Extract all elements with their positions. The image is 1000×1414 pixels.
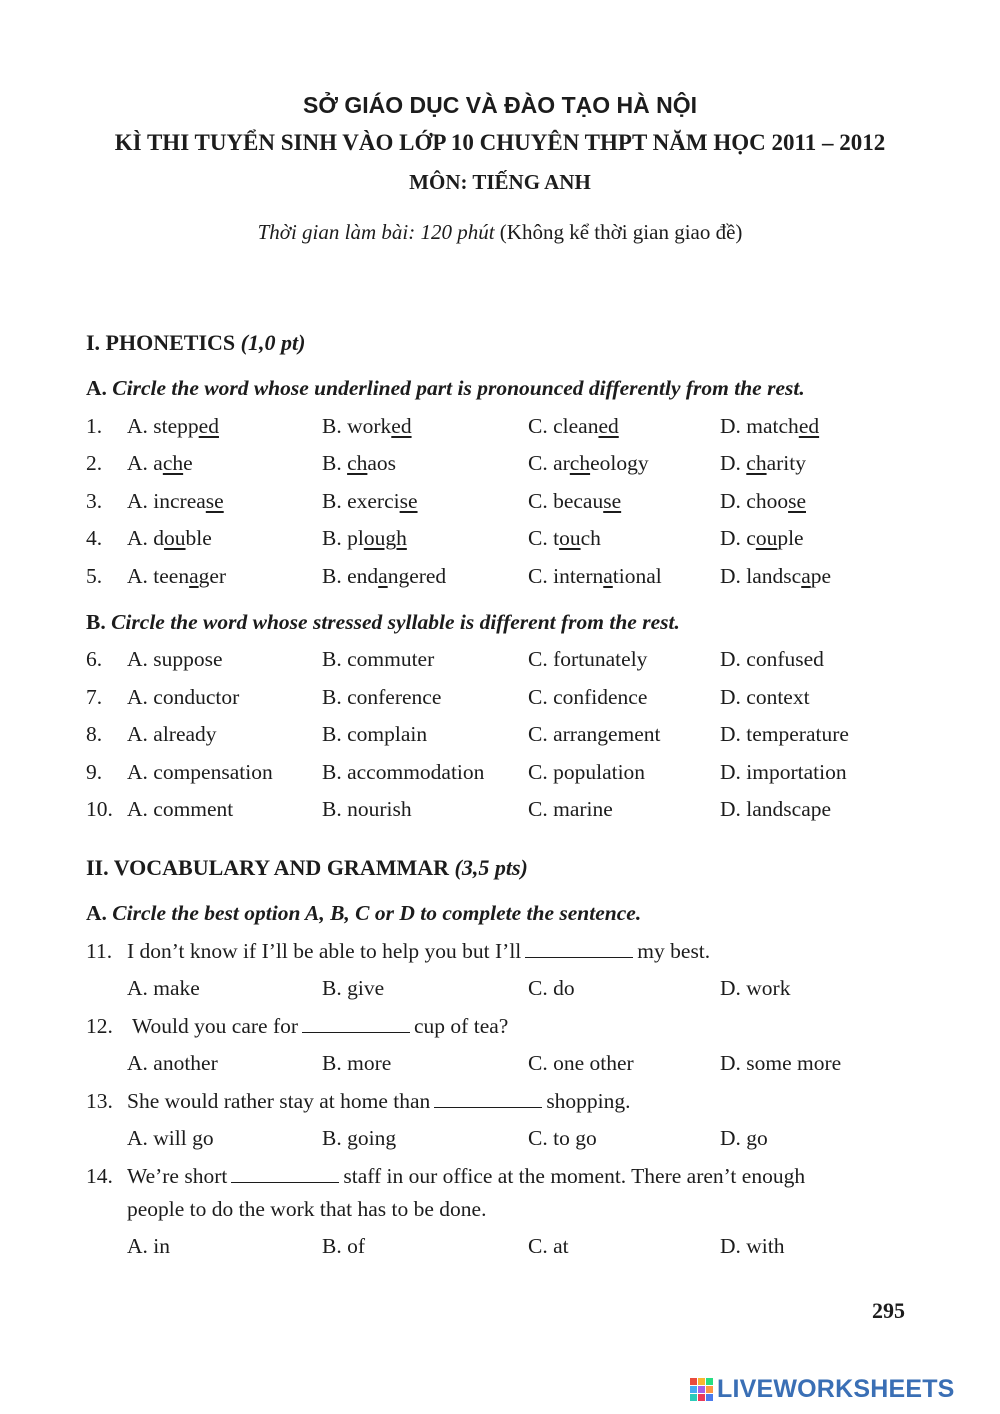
underlined-part: ou [755,526,778,550]
option-a[interactable] [127,564,226,589]
section-2-part-a-instruction [86,901,641,926]
option-b[interactable] [322,564,446,589]
option-d[interactable] [720,451,806,476]
option-c[interactable]: C. do [528,976,575,1000]
option-a[interactable]: A. conductor [127,685,240,709]
question-text: We’re short [127,1164,228,1188]
option-text: A. teen [127,564,190,588]
option-c[interactable] [528,414,619,439]
option-text: A. increa [127,489,206,513]
option-text: ger [198,564,227,588]
option-b[interactable]: B. accommodation [322,760,485,784]
option-c[interactable] [528,526,601,551]
question-text: Would you care for [127,1014,299,1038]
option-b[interactable] [322,489,418,514]
option-a[interactable]: A. comment [127,797,234,821]
option-text: D. [720,451,747,475]
option-text: B. pl [322,526,364,550]
option-a[interactable] [127,489,224,514]
underlined-part: se [399,489,418,513]
option-text: ble [185,526,212,550]
option-b[interactable]: B. give [322,976,385,1000]
underlined-part: ou [164,526,186,550]
option-c[interactable] [528,564,662,589]
underlined-part: ch [569,451,591,475]
underlined-part: ch [746,451,767,475]
option-text: ngered [387,564,447,588]
option-a[interactable]: A. in [127,1234,170,1258]
section-1-part-b-instruction [86,610,680,635]
question-number: 12. [86,1014,113,1038]
subject-title: MÔN: TIẾNG ANH [409,170,591,194]
underlined-part: ed [798,414,820,438]
underlined-part: a [801,564,811,588]
option-d[interactable]: D. some more [720,1051,842,1075]
underlined-part: ough [363,526,407,550]
option-b[interactable]: B. of [322,1234,365,1258]
option-a[interactable]: A. will go [127,1126,214,1150]
time-allowed [0,220,1000,245]
underlined-part: ed [198,414,219,438]
underlined-part: ed [598,414,619,438]
option-text: arity [766,451,806,475]
option-c[interactable] [528,489,621,514]
section-2-label: II. VOCABULARY AND GRAMMAR [86,855,455,880]
option-text: D. landsc [720,564,802,588]
option-d[interactable] [720,526,804,551]
option-d[interactable] [720,489,806,514]
option-d[interactable] [720,564,831,589]
question-number: 8. [86,722,103,746]
question-number: 2. [86,451,103,475]
option-d[interactable]: D. go [720,1126,768,1150]
section-2-points: (3,5 pts) [454,855,528,880]
question-number: 14. [86,1164,113,1188]
answer-blank[interactable] [434,1089,542,1108]
time-note: (Không kể thời gian giao đề) [494,220,743,244]
question-number: 3. [86,489,103,513]
underlined-part: a [189,564,199,588]
question-text: my best. [637,939,711,963]
logo-grid-icon [690,1378,713,1401]
option-a[interactable]: A. suppose [127,647,223,671]
answer-blank[interactable] [302,1014,410,1033]
instruction-text: Circle the word whose stressed syllable is different from the rest. [105,610,680,634]
question-number: 9. [86,760,103,784]
question-text: She would rather stay at home than [127,1089,431,1113]
option-b[interactable]: B. conference [322,685,442,709]
option-a[interactable]: A. compensation [127,760,273,784]
option-b[interactable]: B. nourish [322,797,412,821]
underlined-part: se [603,489,622,513]
question-number: 6. [86,647,103,671]
option-b[interactable]: B. going [322,1126,397,1150]
option-text: aos [367,451,397,475]
question-number: 4. [86,526,103,550]
underlined-part: ou [559,526,581,550]
question-number: 11. [86,939,113,963]
question-number: 1. [86,414,103,438]
option-a[interactable]: A. already [127,722,217,746]
part-letter: A. [86,901,107,925]
option-c[interactable]: C. at [528,1234,569,1258]
option-c[interactable] [528,451,649,476]
option-text: C. t [528,526,560,550]
section-1-title [86,330,305,356]
option-c[interactable]: C. population [528,760,646,784]
question-text: I don’t know if I’ll be able to help you but I’ll [127,939,522,963]
option-a[interactable] [127,526,212,551]
option-b[interactable]: B. commuter [322,647,435,671]
option-text: B. end [322,564,379,588]
option-text: A. stepp [127,414,199,438]
option-d[interactable]: D. temperature [720,722,849,746]
question-14 [86,1164,805,1189]
option-c[interactable]: C. confidence [528,685,648,709]
option-d[interactable]: D. work [720,976,791,1000]
option-text: ch [580,526,601,550]
instruction-text: Circle the best option A, B, C or D to complete the sentence. [106,901,642,925]
option-text: tional [612,564,662,588]
question-text: shopping. [546,1089,631,1113]
question-text: cup of tea? [414,1014,509,1038]
option-b[interactable]: B. complain [322,722,428,746]
option-text: A. d [127,526,165,550]
option-c[interactable]: C. marine [528,797,613,821]
option-text: A. a [127,451,163,475]
option-text: D. c [720,526,756,550]
instruction-text: Circle the word whose underlined part is pronounced differently from the rest. [106,376,805,400]
liveworksheets-logo [690,1372,955,1406]
option-b[interactable]: B. more [322,1051,392,1075]
option-text: C. becau [528,489,604,513]
option-d[interactable]: D. with [720,1234,785,1258]
underlined-part: se [788,489,806,513]
option-text: pe [810,564,832,588]
option-text: B. exerci [322,489,400,513]
underlined-part: se [205,489,224,513]
option-d[interactable]: D. confused [720,647,824,671]
section-1-points: (1,0 pt) [240,330,306,355]
underlined-part: a [378,564,388,588]
option-c[interactable]: C. arrangement [528,722,661,746]
option-d[interactable] [720,414,819,439]
section-1-label: I. PHONETICS [86,330,241,355]
option-text: D. match [720,414,799,438]
time-italic: Thời gian làm bài: 120 phút [257,220,495,244]
question-14-continuation: people to do the work that has to be done. [127,1197,487,1221]
answer-blank[interactable] [525,939,633,958]
logo-text: LIVEWORKSHEETS [717,1374,955,1403]
part-letter: A. [86,376,107,400]
question-number: 10. [86,797,113,821]
option-c[interactable]: C. one other [528,1051,634,1075]
section-1-part-a-instruction [86,376,805,401]
page-number: 295 [872,1298,905,1323]
question-12 [86,1014,508,1039]
option-b[interactable] [322,526,407,551]
option-a[interactable] [127,451,193,476]
option-a[interactable]: A. make [127,976,200,1000]
option-text: eology [590,451,649,475]
option-b[interactable] [322,451,396,476]
underlined-part: ed [391,414,412,438]
option-text: C. ar [528,451,570,475]
option-b[interactable] [322,414,412,439]
option-text: C. clean [528,414,599,438]
question-number: 7. [86,685,103,709]
option-d[interactable]: D. landscape [720,797,832,821]
header-line-1: SỞ GIÁO DỤC VÀ ĐÀO TẠO HÀ NỘI [302,92,698,118]
question-number: 5. [86,564,103,588]
option-text: B. work [322,414,392,438]
option-c[interactable]: C. to go [528,1126,597,1150]
question-text: staff in our office at the moment. There aren’t enough [343,1164,806,1188]
question-11 [86,939,710,964]
option-c[interactable]: C. fortunately [528,647,648,671]
option-text: C. intern [528,564,604,588]
underlined-part: a [603,564,613,588]
option-text: e [183,451,193,475]
section-2-title [86,855,528,881]
answer-blank[interactable] [231,1164,339,1183]
option-a[interactable] [127,414,219,439]
option-a[interactable]: A. another [127,1051,218,1075]
header-line-2: KÌ THI TUYỂN SINH VÀO LỚP 10 CHUYÊN THPT NĂM HỌC 2011 – 2012 [114,130,886,155]
question-number: 13. [86,1089,113,1113]
question-13 [86,1089,631,1114]
underlined-part: ch [162,451,184,475]
option-d[interactable]: D. context [720,685,810,709]
option-text: B. [322,451,348,475]
option-text: D. choo [720,489,789,513]
option-d[interactable]: D. importation [720,760,847,784]
underlined-part: ch [347,451,368,475]
option-text: ple [777,526,804,550]
part-letter: B. [86,610,106,634]
